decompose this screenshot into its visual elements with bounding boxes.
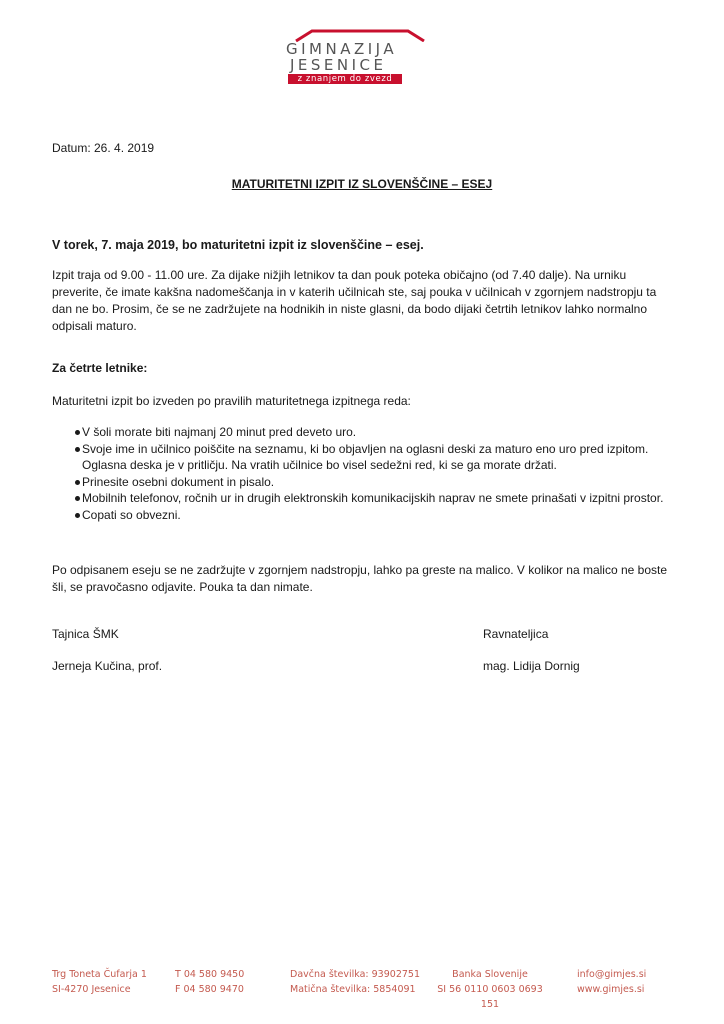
footer-web: www.gimjes.si [577, 984, 645, 995]
signature-left-name: Jerneja Kučina, prof. [52, 659, 163, 673]
paragraph-2: Maturitetni izpit bo izveden po pravilih maturitetnega izpitnega reda: [52, 394, 411, 408]
footer-phones [175, 967, 244, 997]
rules-list [52, 424, 682, 523]
footer-reg-number: Matična številka: 5854091 [290, 984, 416, 995]
footer-iban: SI 56 0110 0603 0693 151 [437, 984, 543, 1010]
list-item: Svoje ime in učilnico poiščite na seznamu, ki bo objavljen na oglasni deski za maturo eno uro pred izpitom. Oglasna deska je v pritličju. Na vratih učilnice bo visel sedežni red, ki se ga morate držati. [52, 441, 682, 474]
paragraph-1: Izpit traja od 9.00 - 11.00 ure. Za dijake nižjih letnikov ta dan pouk poteka običajno (od 7.40 dalje). Na urniku preverite, če imate kakšna nadomeščanja in v katerih učilnicah ste, saj pouka v učilnicah v zgornjem nadstropju ta dan ne bo. Prosim, če se ne zadržujete na hodnikih in niste glasni, da bodo dijaki četrtih letnikov lahko normalno odpisali maturo. [52, 268, 657, 333]
signature-right-name: mag. Lidija Dornig [483, 659, 580, 673]
footer-bank-name: Banka Slovenije [452, 969, 528, 980]
paragraph-3: Po odpisanem eseju se ne zadržujte v zgornjem nadstropju, lahko pa greste na malico. V kolikor na malico ne boste šli, se pravočasno odjavite. Pouka ta dan nimate. [52, 563, 668, 594]
footer-address-line-2: SI-4270 Jesenice [52, 984, 131, 995]
footer-fax: F 04 580 9470 [175, 984, 244, 995]
logo-line-2: JESENICE [290, 56, 387, 74]
footer-address-line-1: Trg Toneta Čufarja 1 [52, 969, 147, 980]
list-item: V šoli morate biti najmanj 20 minut pred deveto uro. [52, 424, 682, 441]
footer-ids [290, 967, 420, 997]
list-item: Prinesite osebni dokument in pisalo. [52, 474, 682, 491]
signature-left-role: Tajnica ŠMK [52, 627, 119, 641]
footer-phone: T 04 580 9450 [175, 969, 245, 980]
signature-right-role: Ravnateljica [483, 627, 549, 641]
list-item: Copati so obvezni. [52, 507, 682, 524]
subheading: Za četrte letnike: [52, 361, 148, 375]
footer-email: info@gimjes.si [577, 969, 647, 980]
list-item: Mobilnih telefonov, ročnih ur in drugih elektronskih komunikacijskih naprav ne smete prinašati v izpitni prostor. [52, 490, 682, 507]
footer-bank [432, 967, 548, 1012]
document-date: Datum: 26. 4. 2019 [52, 141, 155, 155]
logo-line-1: GIMNAZIJA [286, 40, 398, 58]
document-title: MATURITETNI IZPIT IZ SLOVENŠČINE – ESEJ [231, 177, 493, 191]
logo-motto: z znanjem do zvezd [288, 74, 402, 84]
lead-sentence: V torek, 7. maja 2019, bo maturitetni izpit iz slovenščine – esej. [52, 238, 424, 252]
footer-address [52, 967, 147, 997]
school-logo [272, 28, 452, 84]
footer-tax-number: Davčna številka: 93902751 [290, 969, 420, 980]
footer-contact [577, 967, 646, 997]
